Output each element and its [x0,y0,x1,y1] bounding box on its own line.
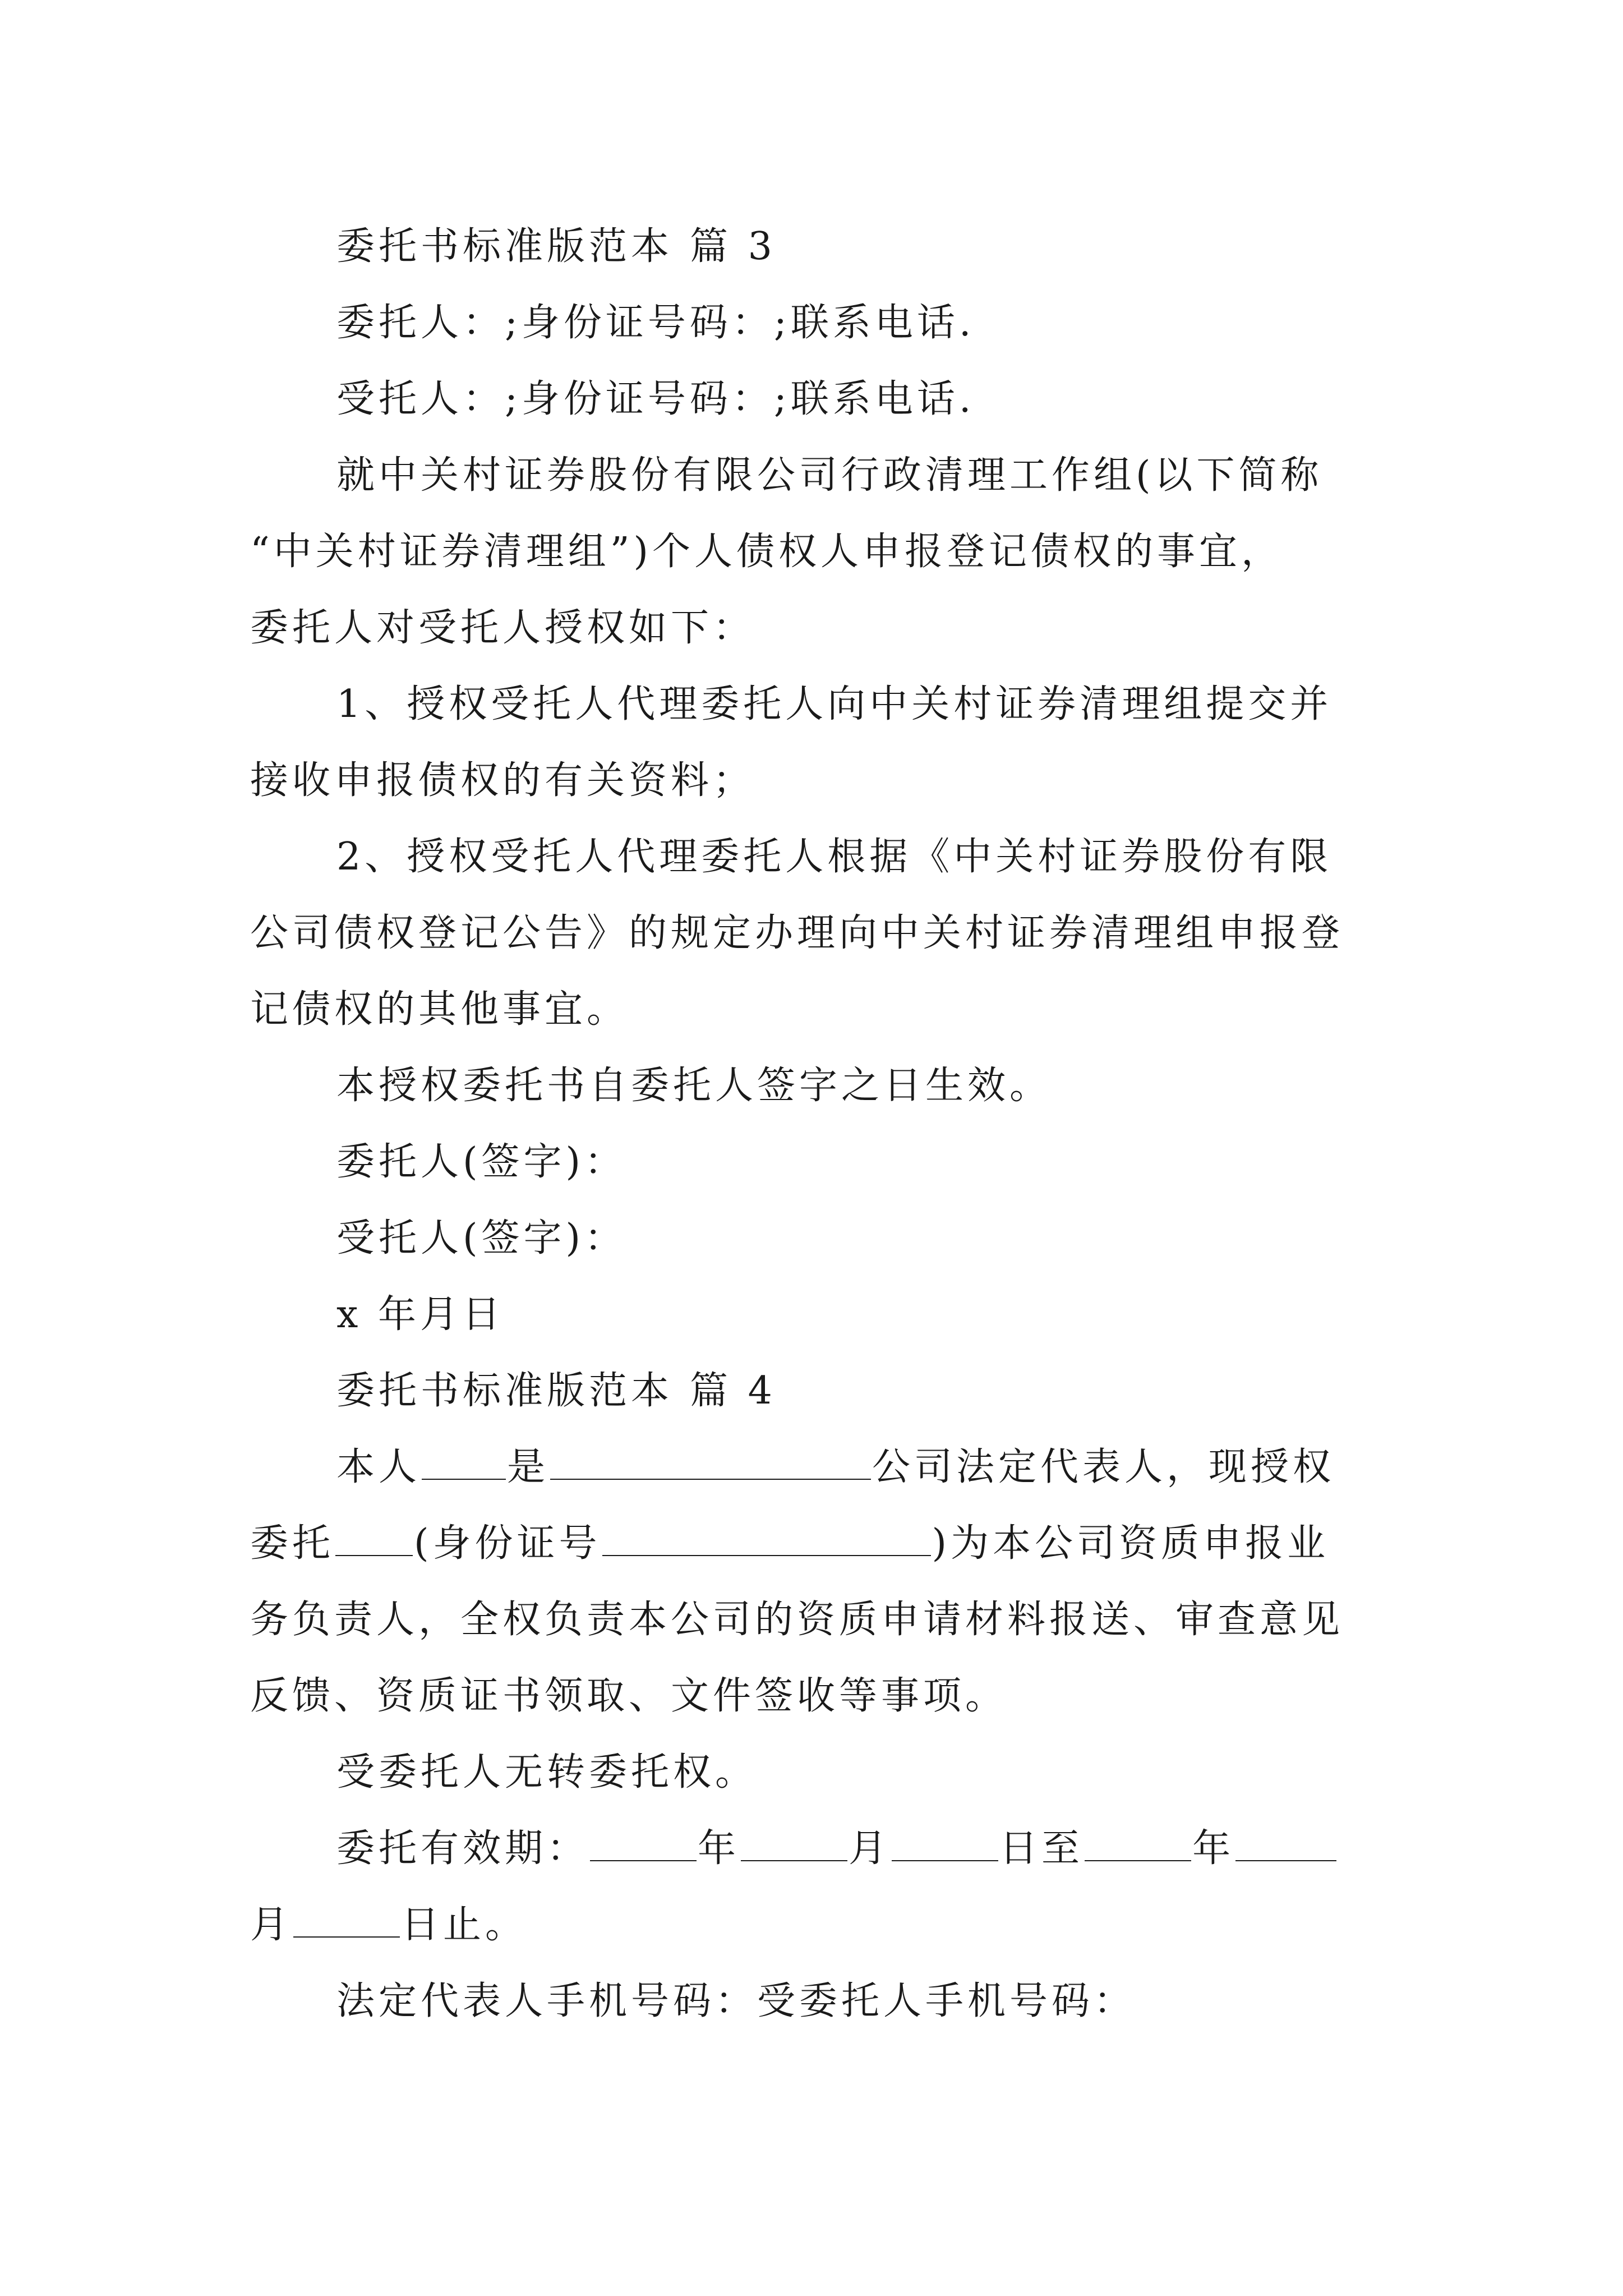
validity-line-1 [250,1811,1377,1887]
blank-start-year [590,1825,697,1861]
text-year-1: 年 [698,1826,740,1871]
blank-start-month [741,1825,847,1861]
section4-title [250,1353,1377,1429]
item2-line-2: 公司债权登记公告》的规定办理向中关村证券清理组申报登 [250,911,1344,955]
authorization-line-4: 反馈、资质证书领取、文件签收等事项。 [250,1674,1008,1718]
text-id-number: (身份证号 [414,1521,601,1566]
item2-line-1: 2、授权受托人代理委托人根据《中关村证券股份有限 [336,835,1332,879]
text-legal-rep: 公司法定代表人，现授权 [872,1445,1335,1489]
principal-line: 委托人：;身份证号码：;联系电话. [336,301,975,345]
no-subdelegation: 受委托人无转委托权。 [336,1750,758,1795]
item1-line-1: 1、授权受托人代理委托人向中关村证券清理组提交并 [336,682,1332,726]
blank-agent-name [335,1520,413,1556]
item1-line-2: 接收申报债权的有关资料； [250,758,755,803]
section4-title-text: 委托书标准版范本 [336,1369,674,1413]
blank-name [422,1444,506,1480]
text-weituo: 委托 [250,1521,335,1566]
agent-line: 受托人：;身份证号码：;联系电话. [336,377,975,421]
date-line: x 年月日 [336,1292,504,1337]
section3-title-suffix: 篇 3 [690,224,776,269]
item2-line-3: 记债权的其他事宜。 [250,987,629,1032]
section3-title [250,209,1377,285]
effective-clause: 本授权委托书自委托人签字之日生效。 [336,1064,1052,1108]
authorization-line-3: 务负责人，全权负责本公司的资质申请材料报送、审查意见 [250,1598,1344,1642]
text-shi: 是 [507,1445,550,1489]
blank-end-year [1085,1825,1191,1861]
authorization-line-1 [250,1429,1377,1506]
blank-company [550,1444,871,1480]
authorization-line-2 [250,1506,1377,1582]
intro-line-1: 就中关村证券股份有限公司行政清理工作组(以下简称 [336,453,1323,498]
blank-end-month [1235,1825,1336,1861]
principal-signature: 委托人(签字)： [336,1140,627,1184]
text-day-to: 日至 [999,1826,1084,1871]
blank-id-number [602,1520,931,1556]
phone-numbers-line: 法定代表人手机号码：受委托人手机号码： [336,1979,1136,2023]
blank-end-day [293,1902,400,1938]
intro-line-3: 委托人对受托人授权如下： [250,606,755,650]
intro-line-2: “中关村证券清理组”)个人债权人申报登记债权的事宜， [250,530,1284,574]
text-year-2: 年 [1192,1826,1235,1871]
section4-title-suffix: 篇 4 [690,1369,776,1413]
text-responsible: )为本公司资质申报业 [932,1521,1330,1566]
agent-signature: 受托人(签字)： [336,1216,627,1260]
validity-label: 委托有效期： [336,1826,589,1871]
document-page [250,209,1377,2040]
validity-line-2 [250,1887,1377,1963]
text-month-1: 月 [849,1826,891,1871]
blank-start-day [892,1825,998,1861]
text-month-2: 月 [250,1903,293,1947]
text-ben-ren: 本人 [336,1445,421,1489]
section3-title-text: 委托书标准版范本 [336,224,674,269]
text-day-end: 日止。 [401,1903,528,1947]
